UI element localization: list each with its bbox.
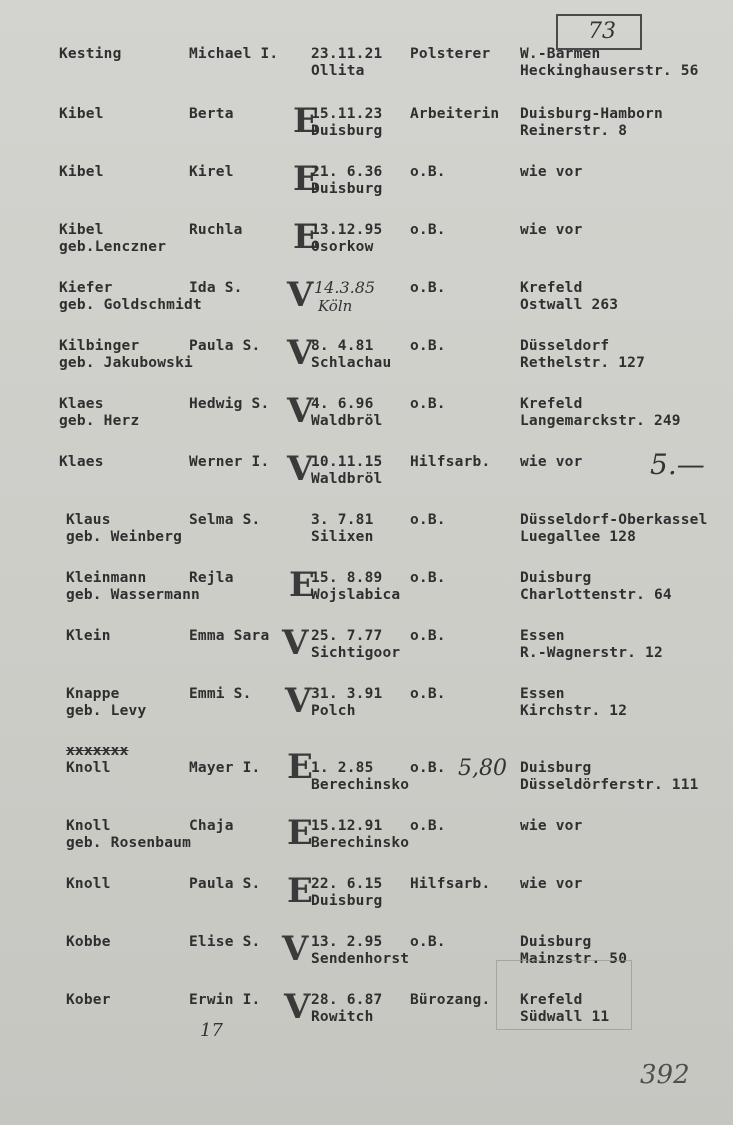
street: Reinerstr. 8 bbox=[520, 123, 628, 139]
city: wie vor bbox=[520, 876, 583, 892]
maiden-name: geb. Wassermann bbox=[66, 587, 200, 603]
occupation: o.B. bbox=[410, 164, 446, 180]
birthplace: Ollita bbox=[311, 63, 365, 79]
occupation: o.B. bbox=[410, 628, 446, 644]
entry-row bbox=[0, 217, 733, 262]
birth-date: 4. 6.96 bbox=[311, 396, 374, 412]
given-name: Michael I. bbox=[189, 46, 279, 62]
handwritten-amount: 5,80 bbox=[458, 756, 507, 781]
birth-date: 1. 2.85 bbox=[311, 760, 374, 776]
birthplace: Berechinsko bbox=[311, 835, 410, 851]
surname: Klein bbox=[66, 628, 111, 644]
status-mark: E bbox=[287, 747, 313, 787]
occupation: o.B. bbox=[410, 760, 446, 776]
surname: Klaes bbox=[59, 454, 104, 470]
street: Ostwall 263 bbox=[520, 297, 619, 313]
surname: Kober bbox=[66, 992, 111, 1008]
status-mark: E bbox=[293, 101, 319, 141]
birth-date: 10.11.15 bbox=[311, 454, 383, 470]
given-name: Paula S. bbox=[189, 876, 261, 892]
city: Essen bbox=[520, 628, 565, 644]
street: Mainzstr. 50 bbox=[520, 951, 628, 967]
status-mark: V bbox=[282, 929, 309, 969]
sheet-number-box bbox=[556, 14, 642, 50]
street: Südwall 11 bbox=[520, 1009, 610, 1025]
status-mark: V bbox=[285, 681, 312, 721]
surname: Kibel bbox=[59, 106, 104, 122]
given-name: Emma Sara bbox=[189, 628, 270, 644]
birthplace: Osorkow bbox=[311, 239, 374, 255]
surname: Kiefer bbox=[59, 280, 113, 296]
entry-row bbox=[0, 101, 733, 146]
entry-row bbox=[0, 623, 733, 668]
birth-date: 8. 4.81 bbox=[311, 338, 374, 354]
status-mark: E bbox=[293, 159, 319, 199]
occupation: o.B. bbox=[410, 396, 446, 412]
surname: Knappe bbox=[66, 686, 120, 702]
birth-date: 14.3.85 bbox=[314, 278, 376, 297]
city: Duisburg bbox=[520, 934, 592, 950]
birthplace: Berechinsko bbox=[311, 777, 410, 793]
birth-date: 23.11.21 bbox=[311, 46, 383, 62]
entry-row bbox=[0, 565, 733, 610]
crossed-out-text: xxxxxxx bbox=[66, 743, 129, 759]
occupation: o.B. bbox=[410, 818, 446, 834]
maiden-name: geb. Goldschmidt bbox=[59, 297, 202, 313]
birthplace: Waldbröl bbox=[311, 471, 383, 487]
occupation: Polsterer bbox=[410, 46, 491, 62]
surname: Knoll bbox=[66, 876, 111, 892]
entry-row bbox=[0, 512, 733, 552]
city: Duisburg bbox=[520, 570, 592, 586]
given-name: Ida S. bbox=[189, 280, 243, 296]
street: Luegallee 128 bbox=[520, 529, 637, 545]
given-name: Berta bbox=[189, 106, 234, 122]
birthplace: Sendenhorst bbox=[311, 951, 410, 967]
birthplace: Duisburg bbox=[311, 123, 383, 139]
given-name: Hedwig S. bbox=[189, 396, 270, 412]
birth-date: 25. 7.77 bbox=[311, 628, 383, 644]
given-name: Werner I. bbox=[189, 454, 270, 470]
birth-date: 22. 6.15 bbox=[311, 876, 383, 892]
status-mark: E bbox=[289, 565, 315, 605]
surname: Kibel bbox=[59, 222, 104, 238]
given-name: Kirel bbox=[189, 164, 234, 180]
occupation: o.B. bbox=[410, 222, 446, 238]
status-mark: E bbox=[287, 871, 313, 911]
city: Duisburg bbox=[520, 760, 592, 776]
maiden-name: geb. Levy bbox=[66, 703, 147, 719]
birth-date: 13.12.95 bbox=[311, 222, 383, 238]
given-name: Emmi S. bbox=[189, 686, 252, 702]
status-mark: V bbox=[287, 333, 314, 373]
city: Düsseldorf-Oberkassel bbox=[520, 512, 708, 528]
status-mark: V bbox=[287, 391, 314, 431]
street: Heckinghauserstr. 56 bbox=[520, 63, 699, 79]
birthplace: Köln bbox=[318, 297, 353, 315]
birthplace: Duisburg bbox=[311, 893, 383, 909]
given-name: Elise S. bbox=[189, 934, 261, 950]
street: Kirchstr. 12 bbox=[520, 703, 628, 719]
occupation: o.B. bbox=[410, 338, 446, 354]
birth-date: 15.11.23 bbox=[311, 106, 383, 122]
maiden-name: geb. Jakubowski bbox=[59, 355, 193, 371]
maiden-name: geb. Rosenbaum bbox=[66, 835, 192, 851]
birthplace: Silixen bbox=[311, 529, 374, 545]
maiden-name: geb.Lenczner bbox=[59, 239, 167, 255]
city: Essen bbox=[520, 686, 565, 702]
entry-row bbox=[0, 987, 733, 1032]
status-mark: V bbox=[287, 449, 314, 489]
surname: Knoll bbox=[66, 760, 111, 776]
occupation: Hilfsarb. bbox=[410, 454, 491, 470]
occupation: o.B. bbox=[410, 934, 446, 950]
occupation: o.B. bbox=[410, 686, 446, 702]
given-name: Selma S. bbox=[189, 512, 261, 528]
surname: Kobbe bbox=[66, 934, 111, 950]
birth-date: 15.12.91 bbox=[311, 818, 383, 834]
status-mark: E bbox=[287, 813, 313, 853]
given-name: Ruchla bbox=[189, 222, 243, 238]
entry-row bbox=[0, 681, 733, 726]
maiden-name: geb. Weinberg bbox=[66, 529, 183, 545]
birth-date: 21. 6.36 bbox=[311, 164, 383, 180]
sheet-number: 73 bbox=[588, 19, 616, 44]
entry-row bbox=[0, 159, 733, 204]
given-name: Paula S. bbox=[189, 338, 261, 354]
surname: Knoll bbox=[66, 818, 111, 834]
status-mark: V bbox=[287, 275, 314, 315]
city: Duisburg-Hamborn bbox=[520, 106, 663, 122]
city: Krefeld bbox=[520, 396, 583, 412]
surname: Kleinmann bbox=[66, 570, 147, 586]
page-number: 392 bbox=[640, 1060, 690, 1090]
surname: Kibel bbox=[59, 164, 104, 180]
maiden-name: geb. Herz bbox=[59, 413, 140, 429]
given-name: Mayer I. bbox=[189, 760, 261, 776]
birthplace: Sichtigoor bbox=[311, 645, 401, 661]
handwritten-initial: 17 bbox=[200, 1020, 223, 1041]
status-mark: E bbox=[293, 217, 319, 257]
city: Krefeld bbox=[520, 992, 583, 1008]
surname: Klaes bbox=[59, 396, 104, 412]
birth-date: 13. 2.95 bbox=[311, 934, 383, 950]
birthplace: Schlachau bbox=[311, 355, 392, 371]
entry-row bbox=[0, 871, 733, 916]
surname: Kilbinger bbox=[59, 338, 140, 354]
city: wie vor bbox=[520, 164, 583, 180]
city: Krefeld bbox=[520, 280, 583, 296]
entry-row bbox=[0, 391, 733, 436]
handwritten-amount: 5.— bbox=[650, 448, 705, 481]
given-name: Rejla bbox=[189, 570, 234, 586]
city: W.-Barmen bbox=[520, 46, 601, 62]
entry-row bbox=[0, 333, 733, 378]
occupation: o.B. bbox=[410, 570, 446, 586]
occupation: Hilfsarb. bbox=[410, 876, 491, 892]
street: Charlottenstr. 64 bbox=[520, 587, 672, 603]
entry-row bbox=[0, 448, 733, 494]
surname: Klaus bbox=[66, 512, 111, 528]
surname: Kesting bbox=[59, 46, 122, 62]
birthplace: Waldbröl bbox=[311, 413, 383, 429]
city: Düsseldorf bbox=[520, 338, 610, 354]
city: wie vor bbox=[520, 818, 583, 834]
birthplace: Wojslabica bbox=[311, 587, 401, 603]
birth-date: 31. 3.91 bbox=[311, 686, 383, 702]
city: wie vor bbox=[520, 454, 583, 470]
city: wie vor bbox=[520, 222, 583, 238]
birthplace: Rowitch bbox=[311, 1009, 374, 1025]
birth-date: 15. 8.89 bbox=[311, 570, 383, 586]
occupation: o.B. bbox=[410, 280, 446, 296]
entry-row bbox=[0, 813, 733, 858]
occupation: o.B. bbox=[410, 512, 446, 528]
entry-row bbox=[0, 46, 733, 86]
birthplace: Duisburg bbox=[311, 181, 383, 197]
occupation: Bürozang. bbox=[410, 992, 491, 1008]
birth-date: 28. 6.87 bbox=[311, 992, 383, 1008]
street: Langemarckstr. 249 bbox=[520, 413, 681, 429]
status-mark: V bbox=[282, 623, 309, 663]
given-name: Erwin I. bbox=[189, 992, 261, 1008]
birthplace: Polch bbox=[311, 703, 356, 719]
street: Düsseldörferstr. 111 bbox=[520, 777, 699, 793]
occupation: Arbeiterin bbox=[410, 106, 500, 122]
entry-row bbox=[0, 275, 733, 320]
given-name: Chaja bbox=[189, 818, 234, 834]
street: Rethelstr. 127 bbox=[520, 355, 646, 371]
status-mark: V bbox=[284, 987, 311, 1027]
birth-date: 3. 7.81 bbox=[311, 512, 374, 528]
street: R.-Wagnerstr. 12 bbox=[520, 645, 663, 661]
